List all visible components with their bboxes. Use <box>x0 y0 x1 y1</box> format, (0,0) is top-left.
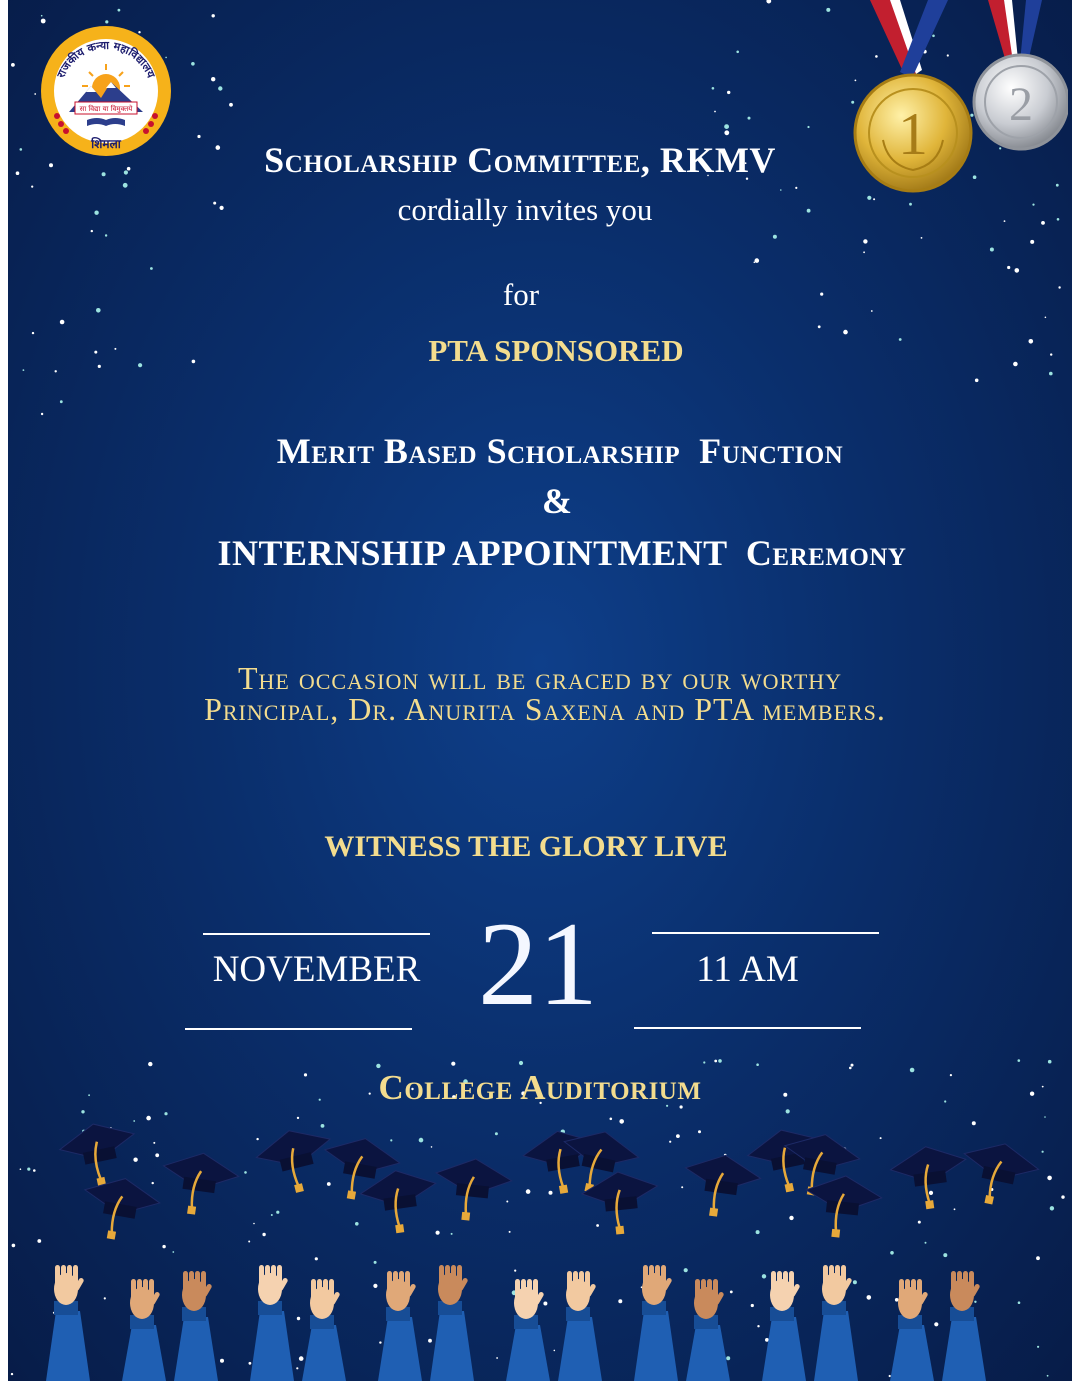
raised-hand-icon <box>814 1265 858 1381</box>
star-icon <box>148 1062 152 1066</box>
star-icon <box>1007 266 1010 269</box>
star-icon <box>727 91 730 94</box>
venue-text: College Auditorium <box>378 1068 702 1107</box>
star-icon <box>11 63 15 67</box>
event-month: NOVEMBER <box>212 949 421 990</box>
divider-left-top <box>203 933 430 935</box>
star-icon <box>41 413 43 415</box>
raised-hand-icon <box>506 1279 550 1381</box>
star-icon <box>714 111 716 113</box>
for-text: for <box>502 277 540 312</box>
star-icon <box>519 1061 523 1065</box>
raised-hand-icon <box>378 1271 422 1381</box>
graduation-cap-icon <box>955 1136 1042 1212</box>
star-icon <box>826 8 830 12</box>
star-icon <box>851 1064 854 1067</box>
star-icon <box>55 370 57 372</box>
event-title-line2: INTERNSHIP APPOINTMENT Ceremony <box>217 533 907 573</box>
raised-hand-icon <box>122 1279 166 1381</box>
raised-hand-icon <box>250 1265 294 1381</box>
star-icon <box>41 19 46 24</box>
star-icon <box>863 251 865 253</box>
divider-right-bottom <box>634 1027 861 1029</box>
college-logo <box>39 24 173 158</box>
star-icon <box>118 9 121 12</box>
graduation-cap-icon <box>802 1172 884 1242</box>
star-icon <box>91 230 93 232</box>
star-icon <box>703 1061 705 1063</box>
raised-hand-icon <box>558 1271 602 1381</box>
logo-city: शिमला <box>91 137 121 151</box>
raised-hand-icon <box>942 1271 986 1381</box>
grace-line2: Principal, Dr. Anurita Saxena and PTA members. <box>204 691 886 727</box>
raised-hand-icon <box>174 1271 218 1381</box>
sponsor-text: PTA SPONSORED <box>428 333 684 368</box>
star-icon <box>1048 1060 1052 1064</box>
star-icon <box>1030 240 1034 244</box>
raised-hand-icon <box>302 1279 346 1381</box>
star-icon <box>211 77 215 81</box>
star-icon <box>975 379 979 383</box>
star-icon <box>1045 317 1047 319</box>
star-icon <box>1049 372 1053 376</box>
star-icon <box>773 235 777 239</box>
star-icon <box>1015 268 1020 273</box>
graduation-cap-icon <box>432 1155 514 1225</box>
star-icon <box>724 130 729 135</box>
star-icon <box>218 86 222 90</box>
graduation-cap-icon <box>56 1116 143 1192</box>
star-icon <box>714 1060 717 1063</box>
star-icon <box>60 320 65 325</box>
raised-hand-icon <box>890 1279 934 1381</box>
logo-arc-text: राजकीय कन्या महाविद्यालय <box>54 38 158 80</box>
star-icon <box>451 1062 455 1066</box>
star-icon <box>807 126 809 128</box>
star-icon <box>23 369 25 371</box>
graduation-scene <box>8 1110 1072 1381</box>
raised-hand-icon <box>686 1279 730 1381</box>
gold-medal-number: 1 <box>898 101 928 167</box>
graduation-cap-icon <box>679 1150 763 1222</box>
star-icon <box>748 117 751 120</box>
graduation-cap-icon <box>252 1122 341 1201</box>
star-icon <box>1058 286 1060 288</box>
star-icon <box>755 258 760 263</box>
star-icon <box>197 135 200 138</box>
star-icon <box>780 189 782 191</box>
divider-right-top <box>652 932 879 934</box>
invite-text: cordially invites you <box>397 192 653 227</box>
silver-medal-number: 2 <box>1009 78 1033 131</box>
event-ampersand: & <box>542 481 572 521</box>
star-icon <box>229 103 233 107</box>
star-icon <box>724 124 729 129</box>
star-icon <box>123 183 128 188</box>
invitation-poster <box>8 0 1072 1381</box>
star-icon <box>863 239 867 243</box>
star-icon <box>31 186 33 188</box>
committee-title: Scholarship Committee, RKMV <box>264 140 776 180</box>
witness-text: WITNESS THE GLORY LIVE <box>324 830 728 863</box>
raised-hand-icon <box>762 1271 806 1381</box>
star-icon <box>105 234 107 236</box>
star-icon <box>990 248 994 252</box>
logo-motto: सा विद्या या विमुक्तये <box>79 105 133 113</box>
graduation-cap-icon <box>77 1172 163 1246</box>
star-icon <box>718 1059 722 1063</box>
star-icon <box>756 1063 759 1066</box>
star-icon <box>150 267 153 270</box>
star-icon <box>921 237 923 239</box>
raised-hand-icon <box>46 1265 90 1381</box>
graduation-cap-icon <box>157 1148 241 1220</box>
raised-hand-icon <box>634 1265 678 1381</box>
star-icon <box>212 14 215 17</box>
star-icon <box>766 0 771 4</box>
star-icon <box>818 325 821 328</box>
graduation-cap-icon <box>580 1168 662 1238</box>
star-icon <box>1018 1059 1021 1062</box>
star-icon <box>712 87 715 90</box>
event-time: 11 AM <box>696 949 799 990</box>
star-icon <box>60 400 63 403</box>
star-icon <box>1057 218 1060 221</box>
star-icon <box>34 93 36 95</box>
star-icon <box>736 51 739 54</box>
event-title-line1: Merit Based Scholarship Function <box>276 431 844 471</box>
graduation-cap-icon <box>888 1141 972 1213</box>
event-day: 21 <box>478 897 598 1030</box>
raised-hand-icon <box>430 1265 474 1381</box>
grace-line1: The occasion will be graced by our worthy <box>237 660 843 696</box>
divider-left-bottom <box>185 1028 412 1030</box>
star-icon <box>795 187 797 189</box>
star-icon <box>191 62 195 66</box>
star-icon <box>41 15 43 17</box>
